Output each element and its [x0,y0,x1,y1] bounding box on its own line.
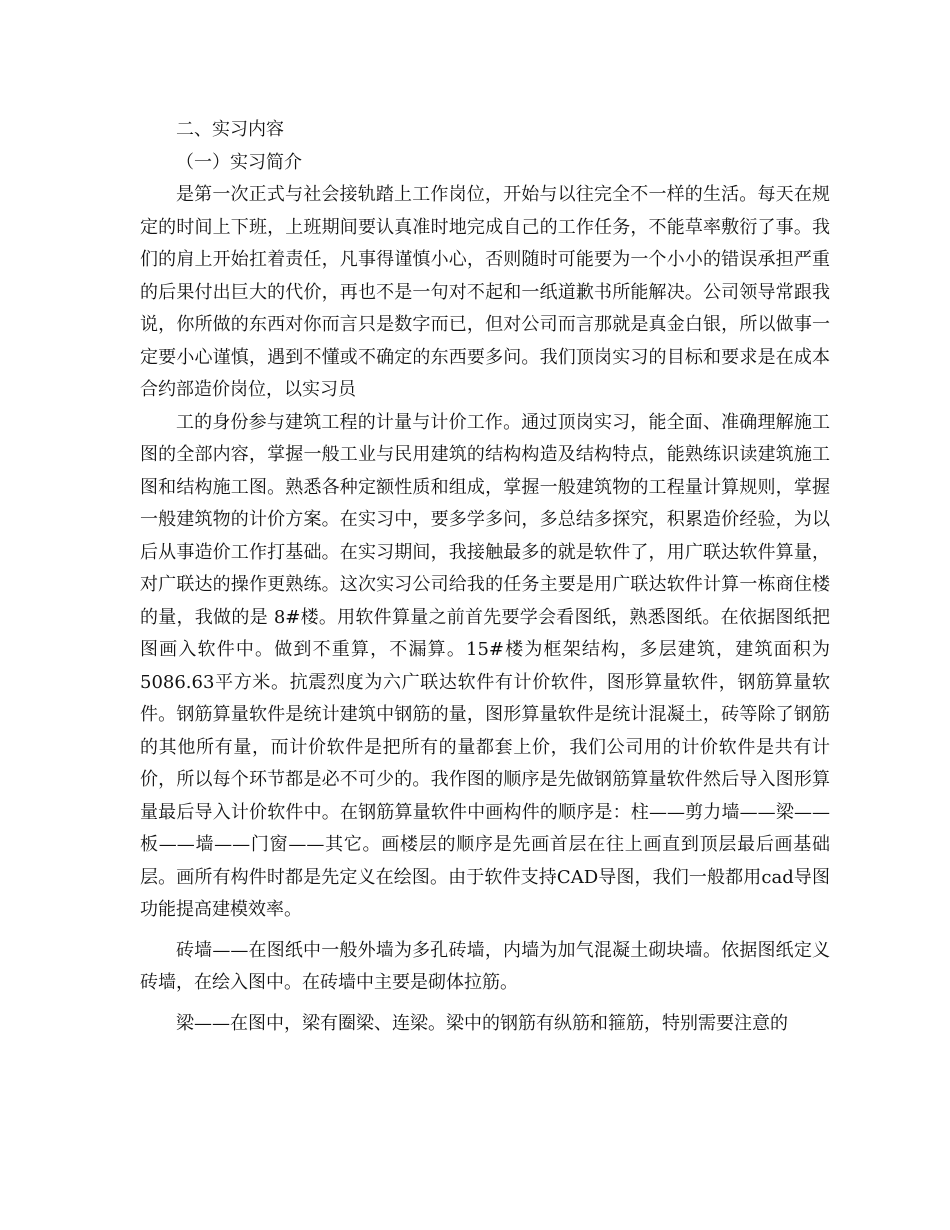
paragraph-intro: 是第一次正式与社会接轨踏上工作岗位，开始与以往完全不一样的生活。每天在规定的时间上下班，上班期间要认真准时地完成自己的工作任务，不能草率敷衍了事。我们的肩上开始扛着责任，凡事得谨慎小心，否则随时可能要为一个小小的错误承担严重的后果付出巨大的代价，再也不是一句对不起和一纸道歉书所能解决。公司领导常跟我说，你所做的东西对你而言只是数字而已，但对公司而言那就是真金白银，所以做事一定要小心谨慎，遇到不懂或不确定的东西要多问。我们顶岗实习的目标和要求是在成本合约部造价岗位，以实习员 [140,184,830,400]
paragraph-main: 工的身份参与建筑工程的计量与计价工作。通过顶岗实习，能全面、准确理解施工图的全部内容，掌握一般工业与民用建筑的结构构造及结构特点，能熟练识读建筑施工图和结构施工图。熟悉各种定额性质和组成，掌握一般建筑物的工程量计算规则，掌握一般建筑物的计价方案。在实习中，要多学多问，多总结多探究，积累造价经验，为以后从事造价工作打基础。在实习期间，我接触最多的就是软件了，用广联达软件算量，对广联达的操作更熟练。这次实习公司给我的任务主要是用广联达软件计算一栋商住楼的量，我做的是 8#楼。用软件算量之前首先要学会看图纸，熟悉图纸。在依据图纸把图画入软件中。做到不重算，不漏算。15#楼为框架结构，多层建筑，建筑面积为5086.63平方米。抗震烈度为六广联达软件有计价软件，图形算量软件，钢筋算量软件。钢筋算量软件是统计建筑中钢筋的量，图形算量软件是统计混凝土，砖等除了钢筋的其他所有量，而计价软件是把所有的量都套上价，我们公司用的计价软件是共有计价，所以每个环节都是必不可少的。我作图的顺序是先做钢筋算量软件然后导入图形算量最后导入计价软件中。在钢筋算量软件中画构件的顺序是：柱——剪力墙——梁——板——墙——门窗——其它。画楼层的顺序是先画首层在往上画直到顶层最后画基础层。画所有构件时都是先定义在绘图。由于软件支持CAD导图，我们一般都用cad导图功能提高建模效率。 [140,411,830,920]
paragraph-brick-wall: 砖墙——在图纸中一般外墙为多孔砖墙，内墙为加气混凝土砌块墙。依据图纸定义砖墙，在绘入图中。在砖墙中主要是砌体拉筋。 [140,939,830,993]
paragraph-beam: 梁——在图中，梁有圈梁、连梁。梁中的钢筋有纵筋和箍筋，特别需要注意的 [176,1012,788,1034]
subsection-title: （一）实习简介 [176,151,302,173]
section-title: 二、实习内容 [176,119,284,140]
document-body [140,114,830,1040]
